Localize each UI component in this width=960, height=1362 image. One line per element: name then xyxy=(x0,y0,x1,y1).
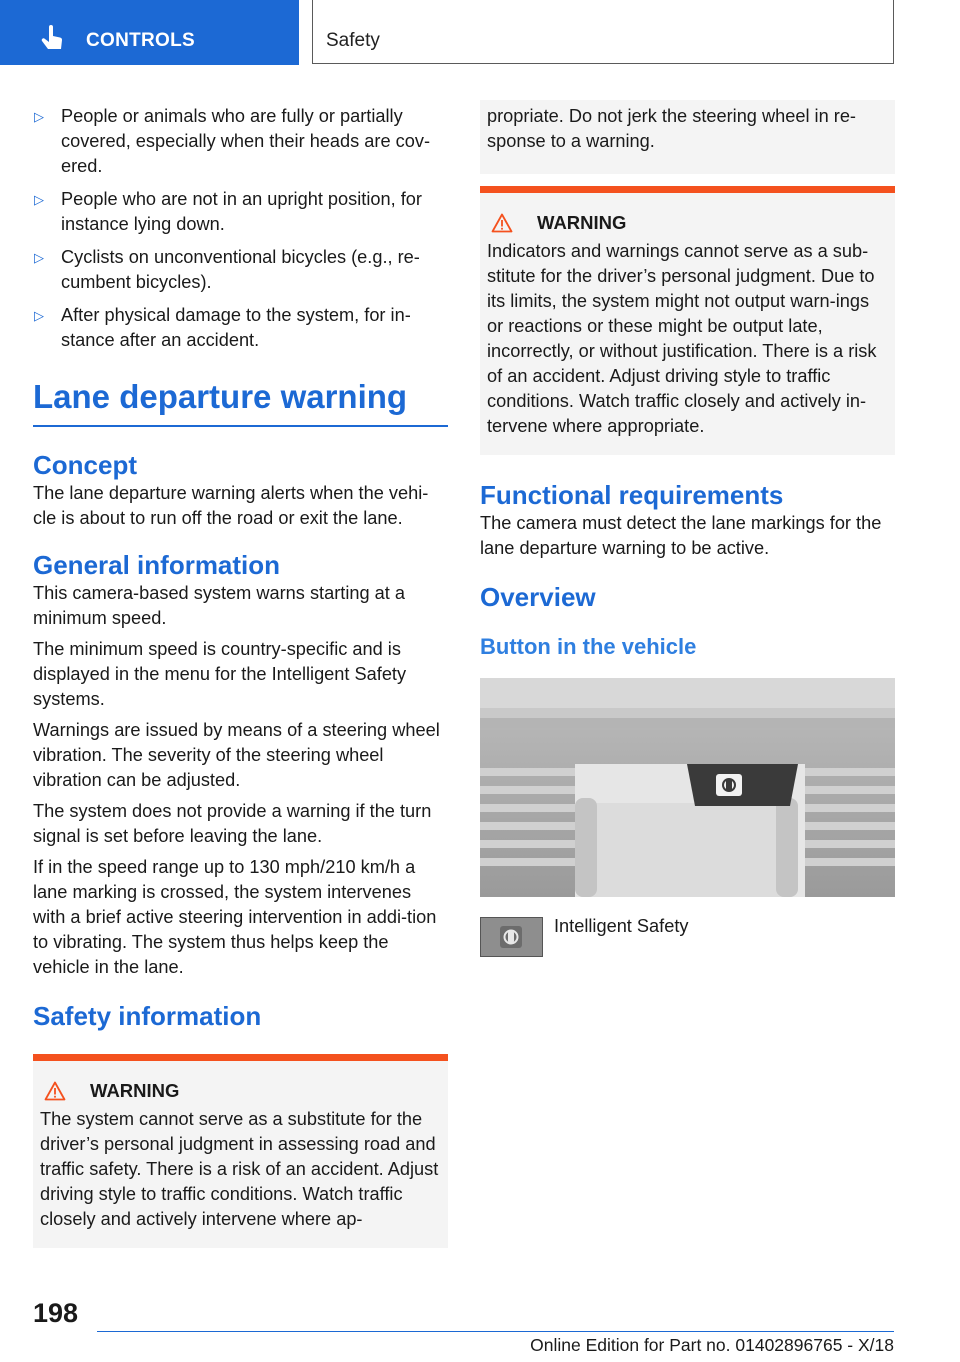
general-info-heading: General information xyxy=(33,550,281,580)
button-label: Intelligent Safety xyxy=(554,916,689,936)
list-item: ▷ Cyclists on unconventional bicycles (e.g., re-cumbent bicycles). xyxy=(34,247,420,292)
left-column xyxy=(33,100,448,1248)
triangle-bullet-icon: ▷ xyxy=(34,109,44,124)
general-paragraph: If in the speed range up to 130 mph/210 km/h a lane marking is crossed, the system intervenes with a brief active steering intervention in addi-tion to vibrating. The system thus helps keep the vehicle in the lane. xyxy=(33,857,437,977)
general-paragraph: The minimum speed is country-specific and is displayed in the menu for the Intelligent Safety systems. xyxy=(33,639,407,709)
warning-text-continued: propriate. Do not jerk the steering wheel in re-sponse to a warning. xyxy=(487,106,856,151)
list-item: ▷ After physical damage to the system, for in-stance after an accident. xyxy=(34,305,411,350)
warning-box-2 xyxy=(480,186,895,455)
page-title: Lane departure warning xyxy=(33,378,408,415)
intelligent-safety-button-icon xyxy=(480,917,543,957)
warning-triangle-icon xyxy=(44,1081,66,1101)
right-column xyxy=(480,100,895,957)
list-item: ▷ People who are not in an upright position, for instance lying down. xyxy=(34,189,422,234)
safety-info-heading: Safety information xyxy=(33,1001,262,1031)
warning-text: The system cannot serve as a substitute for the driver’s personal judgment in assessing road and traffic safety. There is a risk of an accident. Adjust driving style to traffic conditions. Watch traffic closely and actively intervene where ap- xyxy=(40,1109,439,1229)
general-paragraph: This camera-based system warns starting at a minimum speed. xyxy=(33,583,405,628)
section-header xyxy=(312,0,894,64)
functional-req-heading: Functional requirements xyxy=(480,480,784,510)
concept-heading: Concept xyxy=(33,450,137,480)
button-legend xyxy=(480,917,895,957)
title-rule xyxy=(33,425,448,427)
warning-title: WARNING xyxy=(537,212,627,233)
vehicle-button-photo xyxy=(480,678,895,897)
button-heading: Button in the vehicle xyxy=(480,634,697,659)
triangle-bullet-icon: ▷ xyxy=(34,308,44,323)
triangle-bullet-icon: ▷ xyxy=(34,250,44,265)
list-item: ▷ People or animals who are fully or partially covered, especially when their heads are cov-ered. xyxy=(34,106,430,176)
functional-req-text: The camera must detect the lane markings for the lane departure warning to be active. xyxy=(480,513,882,558)
warning-triangle-icon xyxy=(491,213,513,233)
general-paragraph: Warnings are issued by means of a steering wheel vibration. The severity of the steering wheel vibration can be adjusted. xyxy=(33,720,440,790)
chapter-tab[interactable] xyxy=(0,0,299,65)
chapter-tab-label: CONTROLS xyxy=(86,30,196,51)
footer-rule xyxy=(97,1331,894,1332)
footer-edition: Online Edition for Part no. 01402896765 - X/18 xyxy=(530,1335,894,1355)
page-number: 198 xyxy=(33,1298,79,1328)
warning-title: WARNING xyxy=(90,1080,180,1101)
warning-box-continued xyxy=(480,100,895,174)
overview-heading: Overview xyxy=(480,582,596,612)
section-title: Safety xyxy=(326,30,380,51)
limitation-list xyxy=(33,104,448,353)
warning-text: Indicators and warnings cannot serve as a sub-stitute for the driver’s personal judgment. Due to its limits, the system might not output warn-ings or reactions or these might be output late, incorrectly, or without justification. There is a risk of an accident. Adjust driving style to traffic conditions. Watch traffic closely and actively in-tervene where appropriate. xyxy=(487,241,877,436)
concept-text: The lane departure warning alerts when the vehi-cle is about to run off the road or exit the lane. xyxy=(33,483,429,528)
hand-pointer-icon xyxy=(38,24,66,52)
general-paragraph: The system does not provide a warning if the turn signal is set before leaving the lane. xyxy=(33,801,432,846)
warning-box xyxy=(33,1054,448,1248)
triangle-bullet-icon: ▷ xyxy=(34,192,44,207)
